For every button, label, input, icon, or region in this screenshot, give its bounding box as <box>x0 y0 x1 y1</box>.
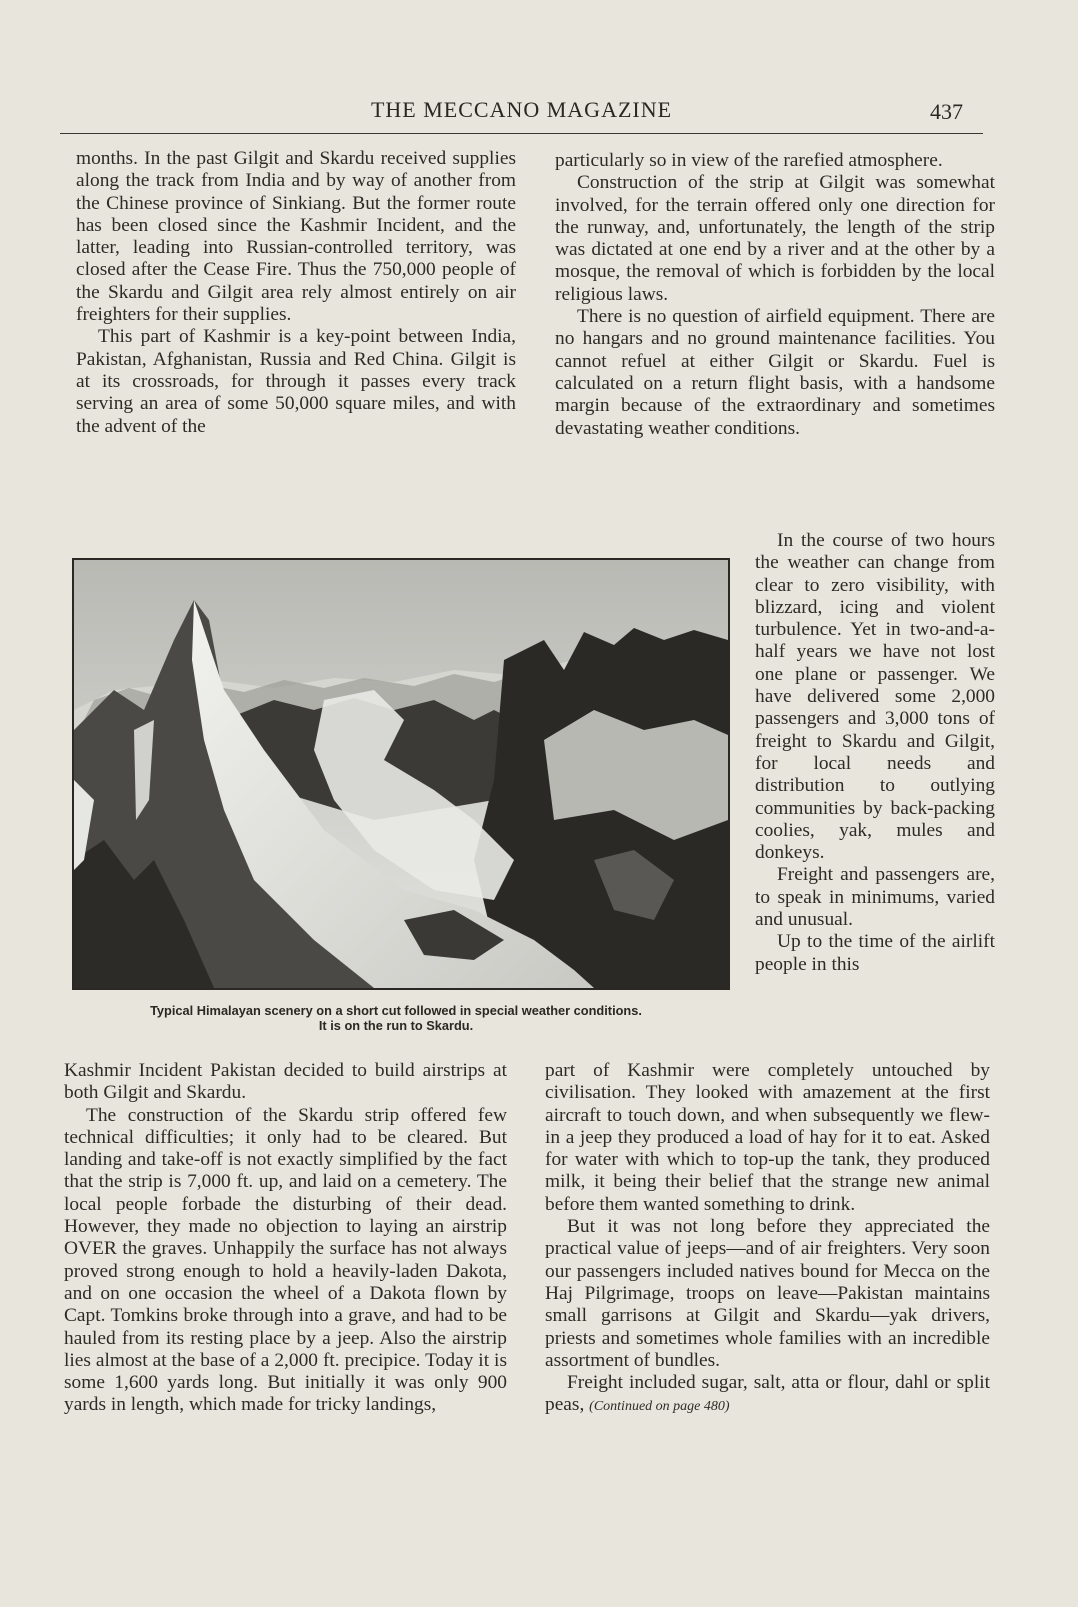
photo-caption <box>64 1003 728 1033</box>
paragraph <box>545 1372 990 1419</box>
page-number: 437 <box>930 99 963 124</box>
paragraph: Construction of the strip at Gilgit was somewhat involved, for the terrain offered only one direction for the runway, and, unfortunately, the length of the strip was dictated at one end by a river and at the other by a mosque, the removal of which is forbidden by the local religious laws. <box>555 172 995 305</box>
continued-note: (Continued on page 480) <box>589 1399 730 1415</box>
paragraph: part of Kashmir were completely untouched by civilisation. They looked with amazement at the first aircraft to touch down, and when subsequently we flew-in a jeep they produced a load of hay for it to eat. Asked for water with which to top-up the tank, they produced milk, it being their belief that the strange new animal before them wanted something to drink. <box>545 1060 990 1215</box>
paragraph: In the course of two hours the weather can change from clear to zero visibility, with blizzard, icing and violent turbulence. Yet in two-and-a-half years we have not lost one plane or passenger. We have delivered some 2,000 passengers and 3,000 tons of freight to Skardu and Gilgit, for local needs and distribution to outlying communities by back-packing coolies, yak, mules and donkeys. <box>755 530 995 864</box>
paragraph: Up to the time of the airlift people in this <box>755 931 995 975</box>
paragraph: But it was not long before they appreciated the practical value of jeeps—and of air freighters. Very soon our passengers included natives bound for Mecca on the Haj Pilgrimage, troops on leave—Pakistan maintains small garrisons at Gilgit and Skardu—yak drivers, priests and sometimes whole families with an incredible assortment of bundles. <box>545 1216 990 1371</box>
article-column-right-bottom <box>545 1060 990 1419</box>
article-column-right-beside-photo <box>755 530 995 976</box>
caption-line: It is on the run to Skardu. <box>318 1018 474 1033</box>
article-column-right-top <box>555 150 995 440</box>
article-column-left-top <box>76 148 516 438</box>
paragraph: months. In the past Gilgit and Skardu received supplies along the track from India and by way of another from the Chinese province of Sinkiang. But the former route has been closed since the Kashmir Incident, and the latter, leading into Russian-controlled territory, was closed after the Cease Fire. Thus the 750,000 people of the Skardu and Gilgit area rely almost entirely on air freighters for their supplies. <box>76 148 516 326</box>
paragraph: This part of Kashmir is a key-point between India, Pakistan, Afghanistan, Russia and Red China. Gilgit is at its crossroads, for through it passes every track serving an area of some 50,000 square miles, and with the advent of the <box>76 326 516 437</box>
mountain-image <box>74 560 728 988</box>
paragraph: Kashmir Incident Pakistan decided to build airstrips at both Gilgit and Skardu. <box>64 1060 507 1104</box>
page-header <box>60 95 983 134</box>
paragraph: Freight and passengers are, to speak in minimums, varied and unusual. <box>755 864 995 931</box>
paragraph: The construction of the Skardu strip offered few technical difficulties; it only had to be cleared. But landing and take-off is not exactly simplified by the fact that the strip is 7,000 ft. up, and laid on a cemetery. The local people forbade the disturbing of their dead. However, they made no objection to laying an airstrip OVER the graves. Unhappily the surface has not always proved strong enough to hold a heavily-laden Dakota, and on one occasion the wheel of a Dakota flown by Capt. Tomkins broke through into a grave, and had to be hauled from its resting place by a jeep. Also the airstrip lies almost at the base of a 2,000 ft. precipice. Today it is some 1,600 yards long. But initially it was only 900 yards in length, which made for tricky landings, <box>64 1104 507 1416</box>
magazine-title: THE MECCANO MAGAZINE <box>370 97 673 122</box>
paragraph: particularly so in view of the rarefied atmosphere. <box>555 150 943 171</box>
paragraph-text: Freight included sugar, salt, atta or flour, dahl or split peas, <box>545 1372 990 1416</box>
paragraph: There is no question of airfield equipment. There are no hangars and no ground maintenance facilities. You cannot refuel at either Gilgit or Skardu. Fuel is calculated on a return flight basis, with a handsome margin because of the extraordinary and sometimes devastating weather conditions. <box>555 306 995 439</box>
himalayan-photo <box>72 558 730 990</box>
caption-line: Typical Himalayan scenery on a short cut followed in special weather conditions. <box>150 1003 642 1018</box>
article-column-left-bottom <box>64 1060 507 1417</box>
